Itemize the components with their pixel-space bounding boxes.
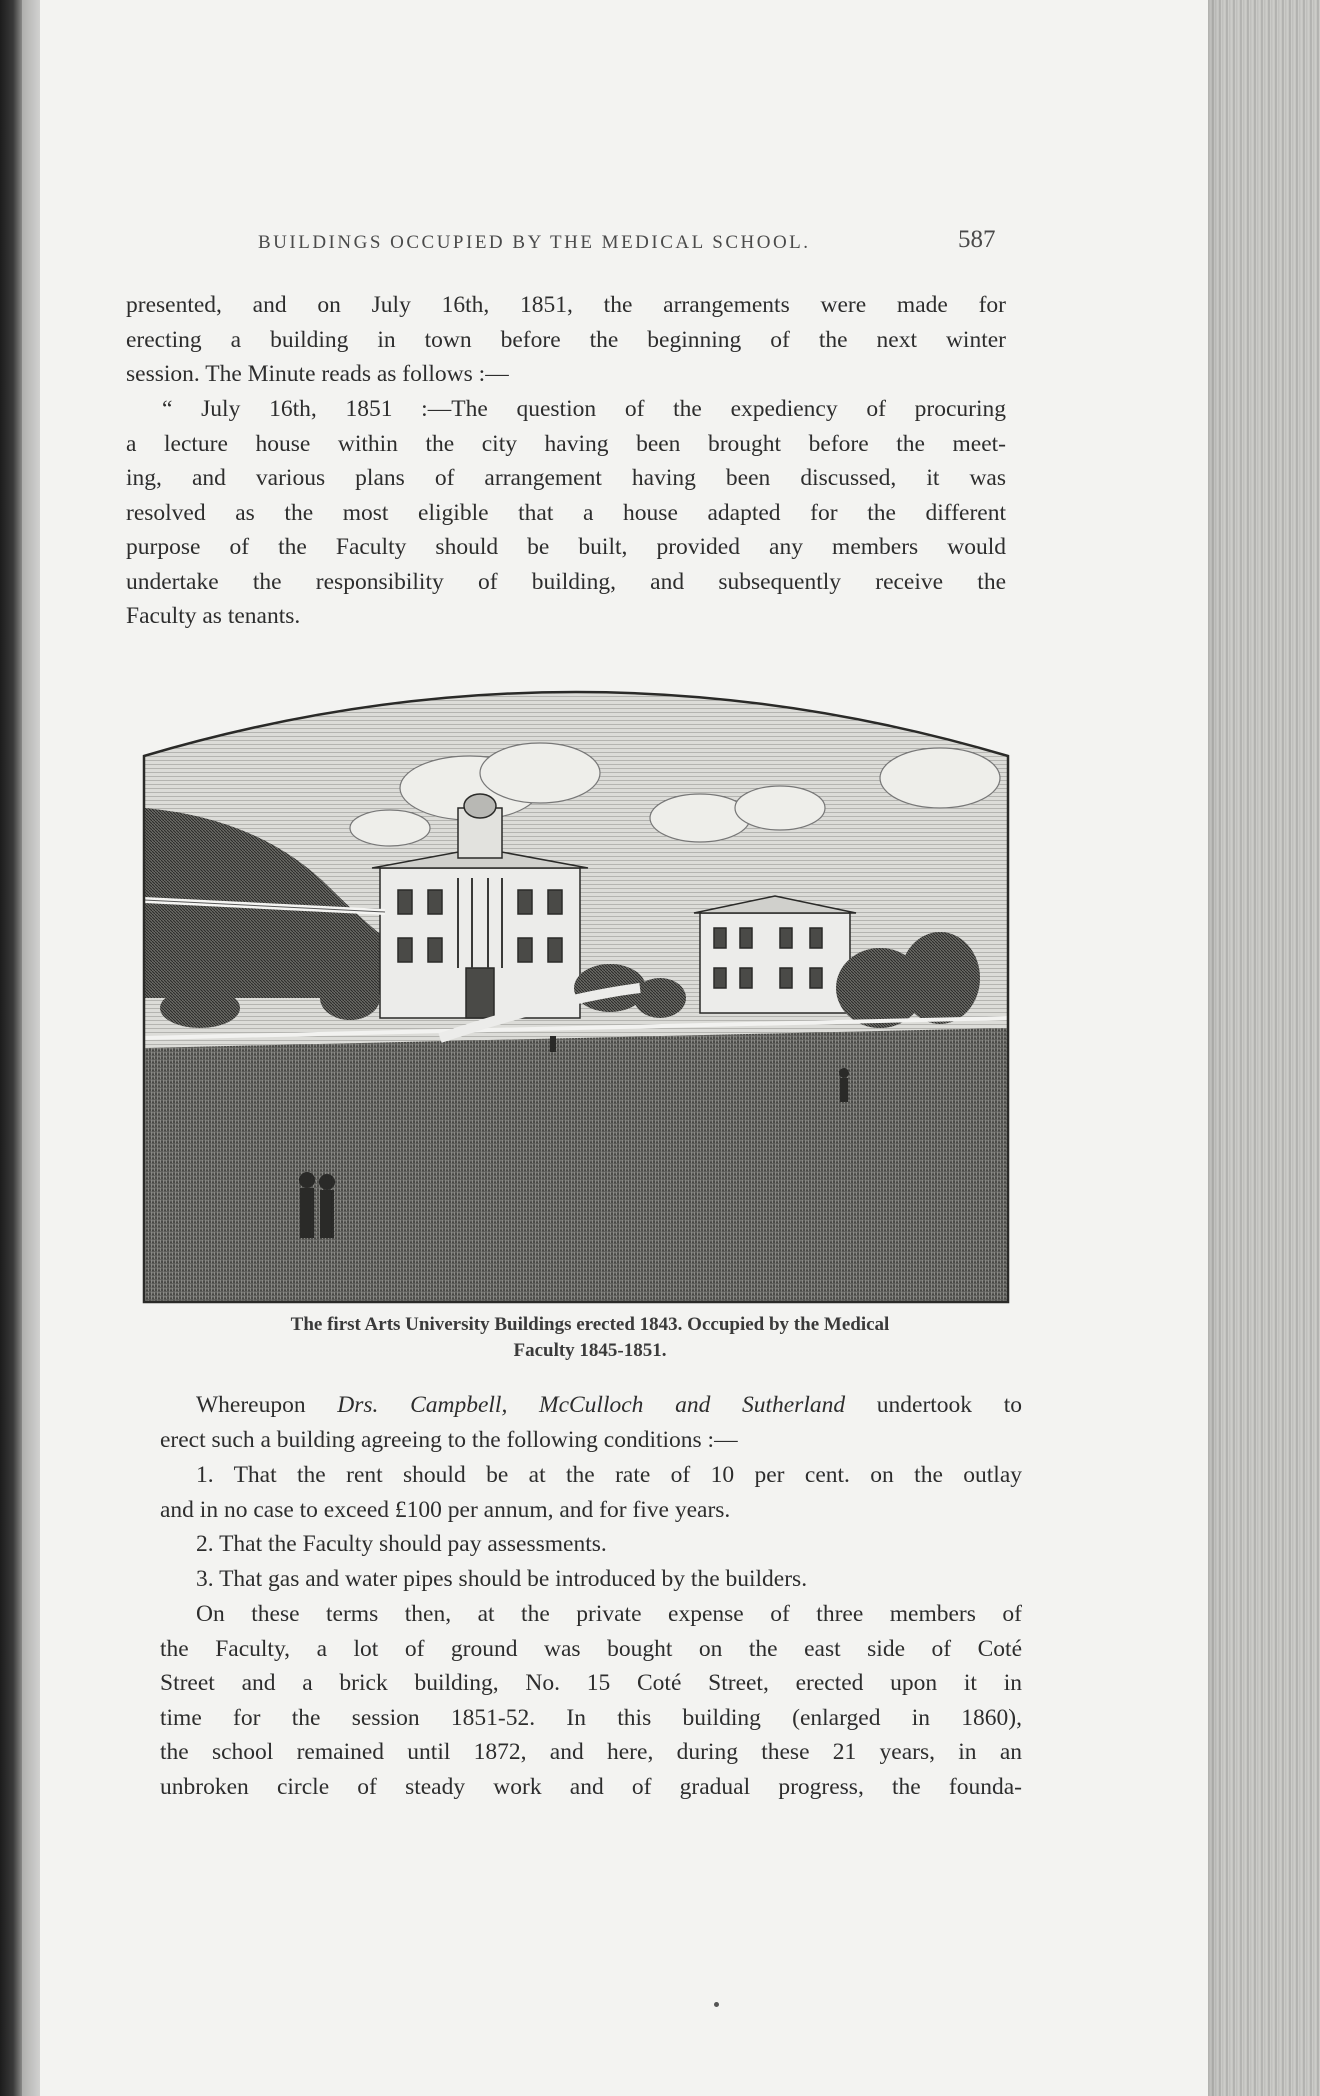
page-number: 587 (958, 226, 996, 253)
text-line: a lecture house within the city having been brought before the meet- (126, 430, 1006, 457)
text-line: erect such a building agreeing to the following conditions :— (160, 1426, 738, 1453)
text-line: unbroken circle of steady work and of gradual progress, the founda- (160, 1773, 1022, 1800)
text-line: the school remained until 1872, and here, during these 21 years, in an (160, 1739, 1022, 1765)
condition-item: 3. That gas and water pipes should be introduced by the builders. (196, 1565, 808, 1592)
text-run: Whereupon (196, 1392, 338, 1418)
scan-binding-edge (0, 0, 22, 2096)
doctors-names: Drs. Campbell, McCulloch and Sutherland (337, 1392, 846, 1418)
page-edges (1208, 0, 1320, 2096)
engraving-illustration (140, 668, 1012, 1306)
text-line: erecting a building in town before the beginning of the next winter (126, 326, 1006, 353)
minute-quote (126, 392, 1006, 634)
right-building (694, 896, 856, 1013)
book-page (40, 0, 1208, 2096)
text-run: undertook to (845, 1392, 1022, 1418)
caption-line: The first Arts University Buildings erected 1843. Occupied by the Medical (290, 1314, 890, 1335)
text-line: ing, and various plans of arrangement having been discussed, it was (126, 465, 1006, 491)
condition-item: 2. That the Faculty should pay assessments. (196, 1531, 607, 1557)
text-line: undertake the responsibility of building, and subsequently receive the (126, 568, 1006, 595)
text-line: Street and a brick building, No. 15 Coté Street, erected upon it in (160, 1670, 1022, 1696)
text-line: time for the session 1851-52. In this building (enlarged in 1860), (160, 1704, 1022, 1731)
conditions-list (160, 1458, 1022, 1596)
condition-item: 1. That the rent should be at the rate of 10 per cent. on the outlay (196, 1462, 1022, 1488)
condition-item-continued: and in no case to exceed £100 per annum, and for five years. (160, 1496, 731, 1523)
paragraph-intro (126, 288, 1006, 392)
text-line: Faculty as tenants. (126, 603, 301, 629)
running-header: BUILDINGS OCCUPIED BY THE MEDICAL SCHOOL. (258, 232, 811, 253)
caption-line: Faculty 1845-1851. (513, 1340, 667, 1361)
text-line: presented, and on July 16th, 1851, the arrangements were made for (126, 292, 1006, 318)
text-line: “ July 16th, 1851 :—The question of the expediency of procuring (162, 396, 1006, 422)
paragraph-whereupon (160, 1388, 1022, 1457)
text-line: session. The Minute reads as follows :— (126, 361, 509, 387)
text-line: the Faculty, a lot of ground was bought on the east side of Coté (160, 1635, 1022, 1662)
text-line: resolved as the most eligible that a house adapted for the different (126, 499, 1006, 526)
paragraph-terms (160, 1597, 1022, 1804)
text-line: On these terms then, at the private expense of three members of (196, 1601, 1022, 1627)
ink-speck (714, 2002, 719, 2007)
text-line: purpose of the Faculty should be built, provided any members would (126, 534, 1006, 560)
text-line (160, 1388, 1022, 1423)
figure-caption (160, 1312, 1020, 1364)
